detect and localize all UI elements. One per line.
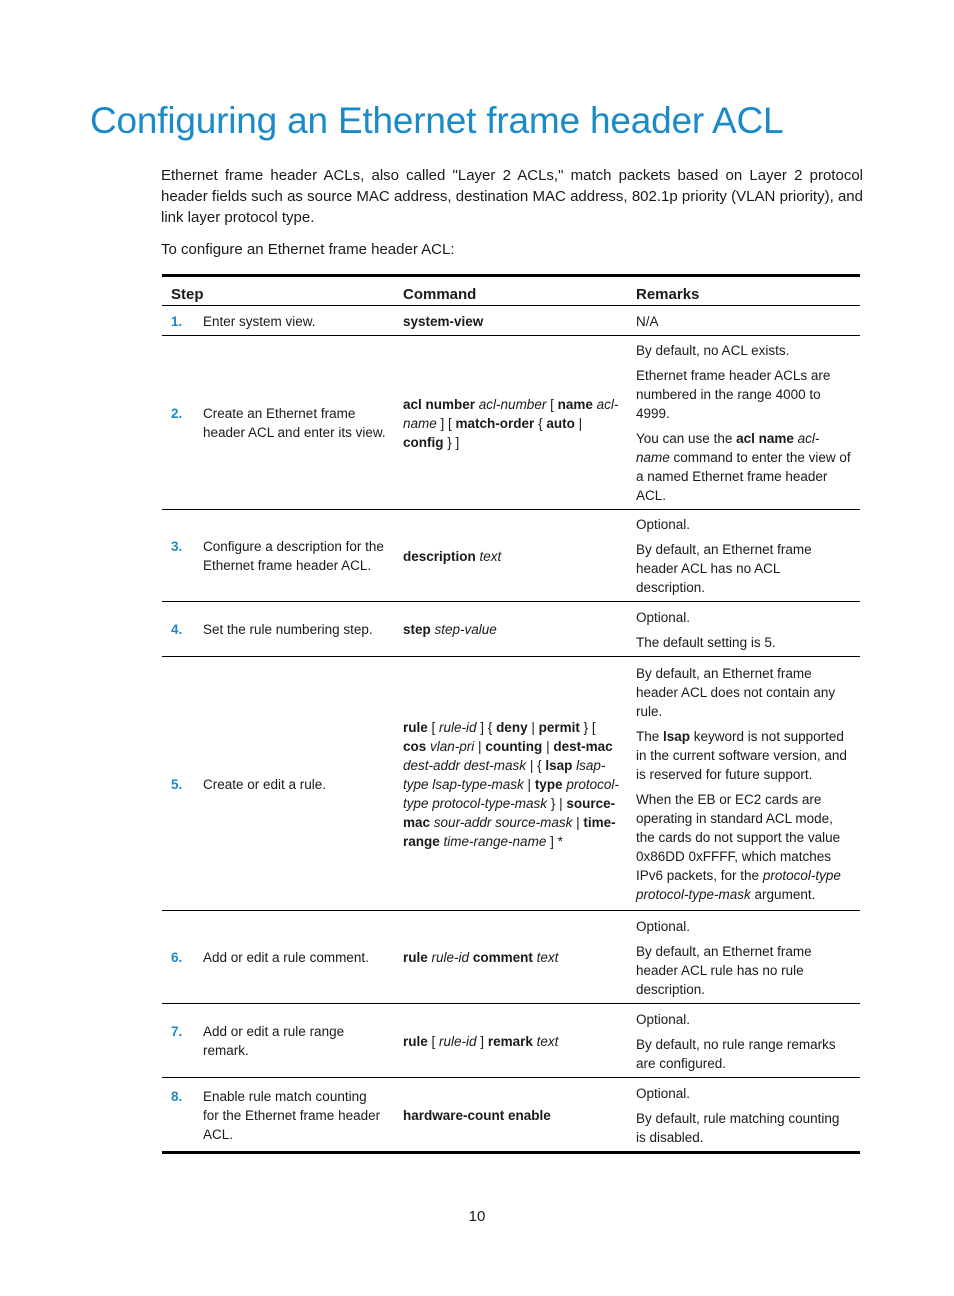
text-segment: Optional.	[636, 918, 691, 934]
keyword: lsap	[545, 757, 573, 773]
keyword: permit	[538, 719, 580, 735]
keyword: auto	[546, 415, 575, 431]
remark-paragraph	[636, 917, 852, 936]
table-row	[162, 657, 860, 911]
text-segment: The	[636, 729, 664, 744]
remark-paragraph	[636, 341, 852, 360]
step-description: Create or edit a rule.	[203, 776, 327, 792]
table-row	[162, 510, 860, 602]
text-segment: |	[574, 415, 583, 431]
keyword: dest-mac	[553, 738, 613, 754]
table-row	[162, 306, 860, 336]
table-lead-text: To configure an Ethernet frame header ACL:	[161, 241, 455, 258]
text-segment: ] [	[436, 415, 456, 431]
step-content	[171, 948, 386, 967]
text-segment: Optional.	[636, 1011, 691, 1027]
text-segment: } [	[579, 719, 596, 735]
remark-paragraph	[636, 515, 852, 534]
keyword: lsap	[663, 729, 691, 744]
text-segment: By default, no ACL exists.	[636, 343, 790, 358]
step-content	[171, 620, 386, 639]
remark-paragraph	[636, 664, 852, 721]
text-segment: The default setting is 5.	[636, 634, 776, 650]
step-content	[171, 537, 386, 575]
step-description: Add or edit a rule comment.	[203, 950, 369, 965]
remark-paragraph	[636, 366, 852, 423]
remark-paragraph	[636, 540, 852, 597]
remarks-cell	[627, 1004, 860, 1078]
remark-paragraph	[636, 1109, 852, 1147]
step-description: Enter system view.	[203, 313, 316, 329]
table-row	[162, 911, 860, 1004]
remark-paragraph	[636, 1084, 852, 1103]
command-cell	[394, 657, 627, 911]
text-segment: [	[546, 396, 558, 412]
argument: vlan-pri	[430, 738, 475, 754]
text-segment: keyword is not supported in the current software version, and is reserved for future support.	[636, 729, 847, 782]
text-segment: | {	[526, 757, 546, 773]
text-segment: |	[572, 814, 584, 830]
text-segment: Optional.	[636, 1085, 691, 1101]
argument: sour-addr source-mask	[433, 814, 573, 830]
remark-paragraph	[636, 1010, 852, 1029]
argument: lsap-type lsap-type-mask	[403, 757, 606, 792]
keyword: system-view	[403, 313, 484, 329]
column-header-command: Command	[394, 276, 627, 306]
keyword: counting	[485, 738, 543, 754]
step-cell	[162, 602, 394, 657]
remark-paragraph	[636, 942, 852, 999]
text-segment: By default, an Ethernet frame header ACL rule has no rule description.	[636, 943, 812, 997]
remarks-cell	[627, 306, 860, 336]
argument: protocol-type protocol-type-mask	[403, 776, 619, 811]
keyword: rule	[403, 950, 428, 965]
configuration-steps-table	[162, 274, 860, 1154]
keyword: match-order	[455, 415, 535, 431]
keyword: time-range	[403, 814, 616, 849]
step-number: 1.	[171, 313, 183, 329]
text-segment: |	[523, 776, 535, 792]
step-cell	[162, 1004, 394, 1078]
argument: acl-name	[636, 431, 820, 465]
text-segment: Optional.	[636, 609, 691, 625]
keyword: cos	[403, 738, 427, 754]
step-number: 5.	[171, 776, 183, 792]
step-description: Configure a description for the Ethernet frame header ACL.	[203, 539, 384, 573]
table-header-row	[162, 276, 860, 306]
remarks-cell	[627, 510, 860, 602]
text-segment: By default, an Ethernet frame header ACL has no ACL description.	[636, 542, 812, 595]
remarks-cell	[627, 911, 860, 1004]
command-cell	[394, 1078, 627, 1153]
keyword: config	[403, 434, 444, 450]
keyword: comment	[472, 950, 533, 965]
intro-paragraph: Ethernet frame header ACLs, also called "Layer 2 ACLs," match packets based on Layer 2 protocol header fields such as source MAC address, destination MAC address, 802.1p priority (VLAN priority), and link layer protocol type.	[161, 167, 863, 226]
remark-paragraph	[636, 312, 852, 331]
text-segment: } |	[547, 795, 567, 811]
argument: text	[536, 1033, 559, 1049]
command-cell	[394, 1004, 627, 1078]
text-segment: Ethernet frame header ACLs are numbered in the range 4000 to 4999.	[636, 368, 831, 421]
step-cell	[162, 336, 394, 510]
step-content	[171, 1022, 386, 1060]
text-segment: By default, rule matching counting is disabled.	[636, 1110, 840, 1145]
step-description: Enable rule match counting for the Ethernet frame header ACL.	[203, 1088, 381, 1142]
argument: protocol-type protocol-type-mask	[636, 868, 841, 902]
column-header-remarks: Remarks	[627, 276, 860, 306]
keyword: acl number	[403, 396, 476, 412]
text-segment: ] {	[476, 719, 497, 735]
step-description: Add or edit a rule range remark.	[203, 1024, 345, 1058]
step-content	[171, 404, 386, 442]
keyword: rule	[403, 1033, 428, 1049]
step-cell	[162, 657, 394, 911]
command-cell	[394, 306, 627, 336]
argument: text	[479, 548, 502, 564]
remark-paragraph	[636, 429, 852, 505]
table-body	[162, 306, 860, 1153]
remark-paragraph	[636, 633, 852, 652]
step-number: 2.	[171, 406, 183, 421]
step-content	[171, 312, 386, 331]
argument: rule-id	[439, 1033, 477, 1049]
text-segment: By default, an Ethernet frame header ACL does not contain any rule.	[636, 666, 836, 719]
keyword: rule	[403, 719, 428, 735]
table-row	[162, 336, 860, 510]
text-segment: ] *	[546, 833, 563, 849]
step-number: 6.	[171, 950, 183, 965]
step-cell	[162, 510, 394, 602]
keyword: type	[534, 776, 563, 792]
page-number: 10	[468, 1208, 486, 1225]
column-header-step: Step	[162, 276, 394, 306]
step-content	[171, 775, 386, 794]
text-segment: [	[427, 719, 440, 735]
keyword: remark	[487, 1033, 533, 1049]
remark-paragraph	[636, 608, 852, 627]
argument: time-range-name	[443, 833, 547, 849]
argument: acl-number	[478, 396, 547, 412]
remarks-cell	[627, 336, 860, 510]
command-cell	[394, 911, 627, 1004]
argument: text	[536, 950, 559, 965]
remarks-cell	[627, 602, 860, 657]
command-cell	[394, 336, 627, 510]
argument: acl-name	[403, 396, 619, 431]
remark-paragraph	[636, 1035, 852, 1073]
step-cell	[162, 1078, 394, 1153]
keyword: source-mac	[403, 795, 616, 830]
argument: dest-addr dest-mask	[403, 757, 527, 773]
keyword: step	[403, 622, 431, 637]
text-segment: } ]	[443, 434, 460, 450]
text-segment: argument.	[750, 887, 816, 902]
keyword: name	[557, 396, 593, 412]
argument: rule-id	[439, 719, 477, 735]
keyword: description	[403, 548, 476, 564]
step-number: 8.	[171, 1088, 183, 1104]
command-cell	[394, 602, 627, 657]
keyword: deny	[496, 719, 528, 735]
step-content	[171, 1087, 386, 1144]
remark-paragraph	[636, 790, 852, 904]
command-cell	[394, 510, 627, 602]
step-number: 3.	[171, 539, 183, 554]
argument: rule-id	[431, 950, 470, 965]
keyword: acl name	[736, 431, 794, 446]
text-segment: |	[542, 738, 554, 754]
step-cell	[162, 911, 394, 1004]
text-segment: N/A	[636, 313, 659, 329]
step-description: Set the rule numbering step.	[203, 622, 373, 637]
step-cell	[162, 306, 394, 336]
step-number: 4.	[171, 622, 183, 637]
text-segment: ]	[476, 1033, 488, 1049]
argument: step-value	[434, 622, 497, 637]
text-segment: [	[427, 1033, 440, 1049]
text-segment: {	[534, 415, 547, 431]
keyword: hardware-count enable	[403, 1107, 551, 1123]
text-segment: Optional.	[636, 517, 691, 532]
text-segment: By default, no rule range remarks are configured.	[636, 1036, 836, 1071]
page-title: Configuring an Ethernet frame header ACL	[90, 100, 784, 141]
table-row	[162, 1004, 860, 1078]
text-segment: When the EB or EC2 cards are operating in standard ACL mode, the cards do not support the value 0x86DD 0xFFFF, which matches IPv6 packets, for the	[636, 792, 841, 883]
text-segment: command to enter the view of a named Ethernet frame header ACL.	[636, 450, 851, 503]
text-segment: |	[527, 719, 539, 735]
table-row	[162, 1078, 860, 1153]
step-description: Create an Ethernet frame header ACL and enter its view.	[203, 406, 386, 440]
remarks-cell	[627, 1078, 860, 1153]
text-segment: You can use the	[636, 431, 737, 446]
step-number: 7.	[171, 1024, 183, 1039]
table-row	[162, 602, 860, 657]
remark-paragraph	[636, 727, 852, 784]
remarks-cell	[627, 657, 860, 911]
text-segment: |	[474, 738, 486, 754]
